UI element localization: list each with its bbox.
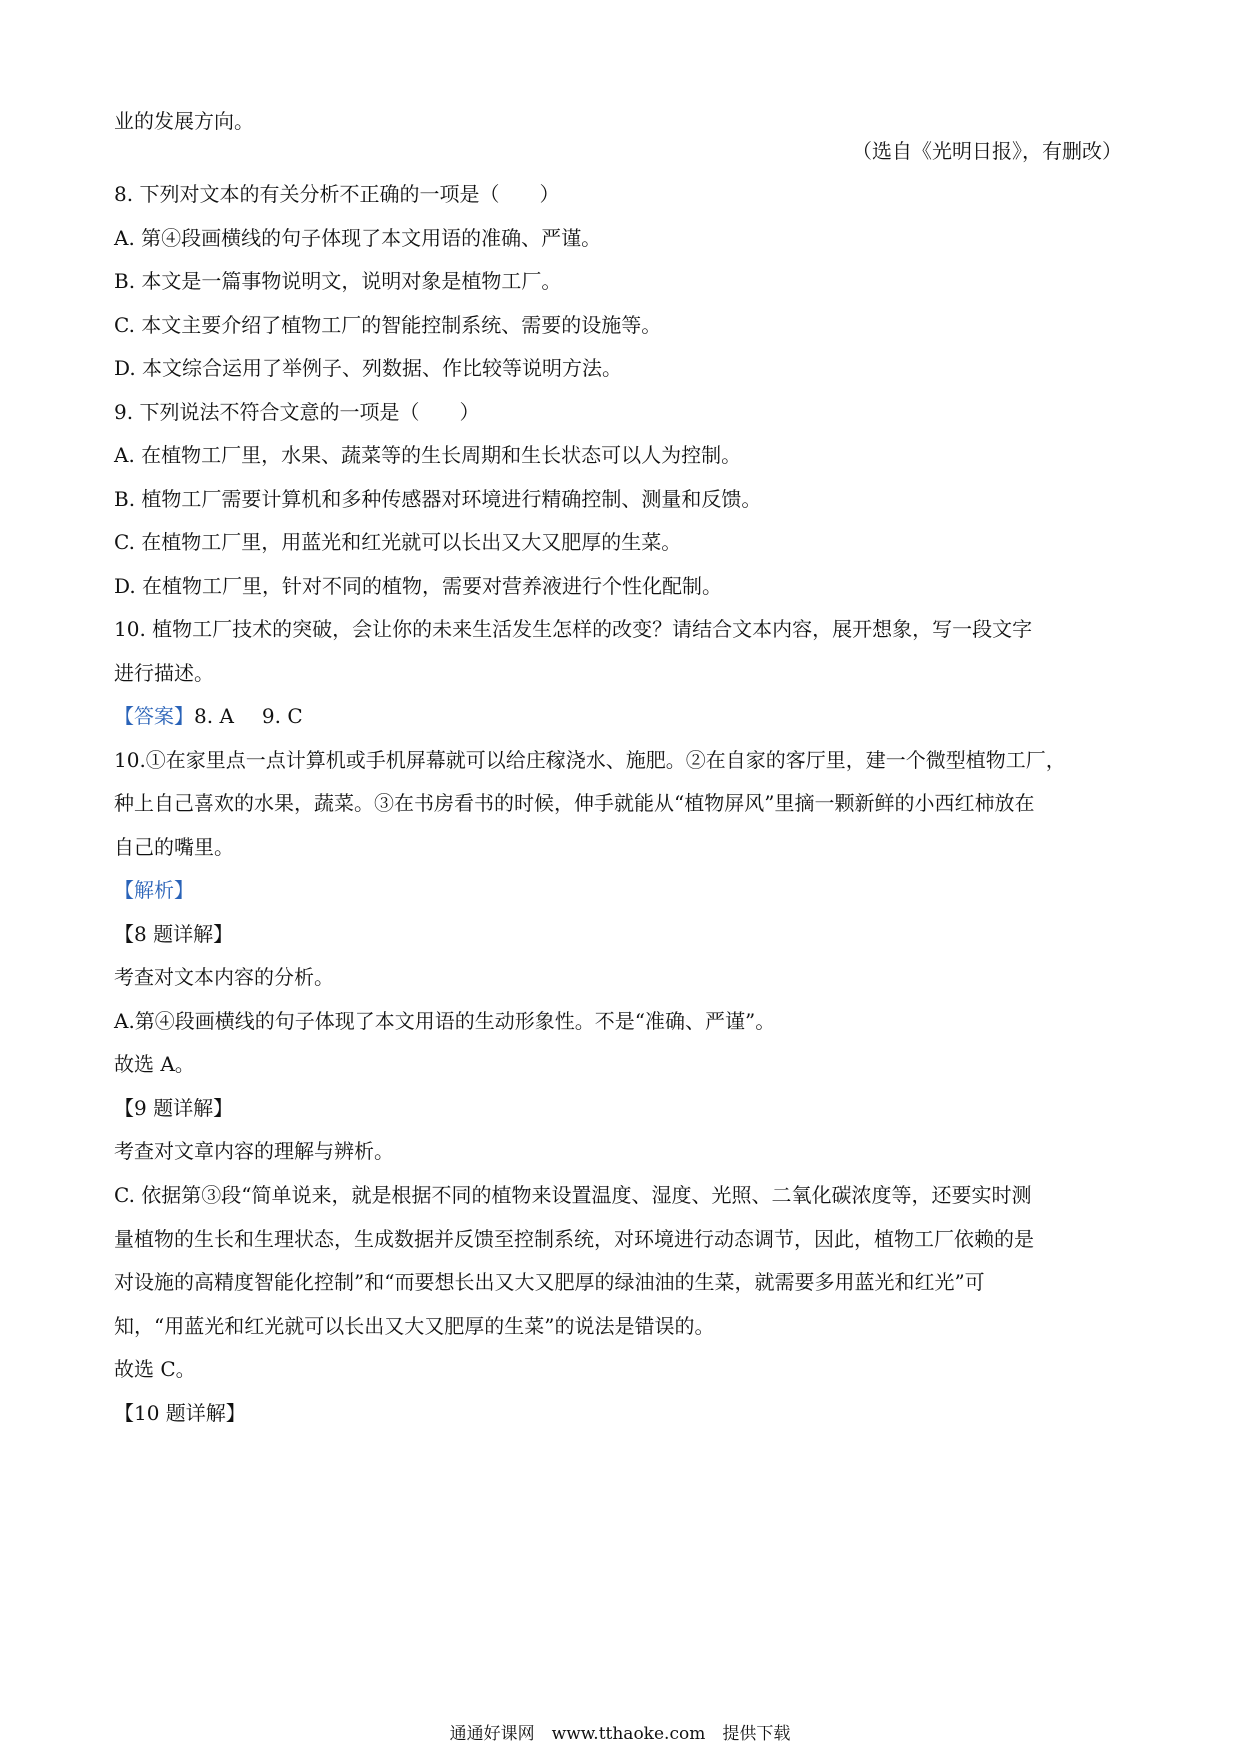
- detail-9-line-1: 考查对文章内容的理解与辨析。: [114, 1139, 394, 1163]
- source-note: （选自《光明日报》，有删改）: [852, 139, 1122, 163]
- passage-ending: 业的发展方向。: [114, 109, 254, 133]
- detail-10-title: 【10 题详解】: [114, 1401, 246, 1425]
- question-10-line-2: 进行描述。: [114, 661, 214, 685]
- analysis-tag: 【解析】: [114, 878, 194, 902]
- detail-9-line-5: 知，“用蓝光和红光就可以长出又大又肥厚的生菜”的说法是错误的。: [114, 1314, 715, 1338]
- detail-8-line-2: A.第④段画横线的句子体现了本文用语的生动形象性。不是“准确、严谨”。: [114, 1009, 776, 1033]
- question-9-option-b: B. 植物工厂需要计算机和多种传感器对环境进行精确控制、测量和反馈。: [114, 487, 762, 511]
- answer-8: 8. A: [194, 704, 234, 728]
- question-9: 9. 下列说法不符合文意的一项是（ ）: [114, 400, 480, 424]
- page-footer: 通通好课网 www.tthaoke.com 提供下载: [449, 1724, 791, 1744]
- question-8: 8. 下列对文本的有关分析不正确的一项是（ ）: [114, 182, 560, 206]
- question-9-option-d: D. 在植物工厂里，针对不同的植物，需要对营养液进行个性化配制。: [114, 574, 723, 598]
- detail-9-title: 【9 题详解】: [114, 1096, 234, 1120]
- question-9-option-c: C. 在植物工厂里，用蓝光和红光就可以长出又大又肥厚的生菜。: [114, 530, 682, 554]
- answer-9: 9. C: [261, 704, 303, 728]
- answer-tag: 【答案】: [114, 704, 194, 728]
- detail-9-line-4: 对设施的高精度智能化控制”和“而要想长出又大又肥厚的绿油油的生菜，就需要多用蓝光和红光”可: [114, 1270, 985, 1294]
- question-9-option-a: A. 在植物工厂里，水果、蔬菜等的生长周期和生长状态可以人为控制。: [114, 443, 742, 467]
- question-8-option-b: B. 本文是一篇事物说明文，说明对象是植物工厂。: [114, 269, 562, 293]
- answer-10-line-3: 自己的嘴里。: [114, 835, 234, 859]
- question-8-option-d: D. 本文综合运用了举例子、列数据、作比较等说明方法。: [114, 356, 623, 380]
- detail-8-title: 【8 题详解】: [114, 922, 234, 946]
- question-8-option-c: C. 本文主要介绍了植物工厂的智能控制系统、需要的设施等。: [114, 313, 662, 337]
- question-8-option-a: A. 第④段画横线的句子体现了本文用语的准确、严谨。: [114, 226, 602, 250]
- answer-row: [114, 702, 1130, 730]
- answer-10-line-2: 种上自己喜欢的水果，蔬菜。③在书房看书的时候，伸手就能从“植物屏风”里摘一颗新鲜的小西红柿放在: [114, 791, 1035, 815]
- detail-9-line-6: 故选 C。: [114, 1357, 196, 1381]
- detail-8-line-1: 考查对文本内容的分析。: [114, 965, 334, 989]
- detail-9-line-2: C. 依据第③段“简单说来，就是根据不同的植物来设置温度、湿度、光照、二氧化碳浓度等，还要实时测: [114, 1183, 1032, 1207]
- question-10-line-1: 10. 植物工厂技术的突破，会让你的未来生活发生怎样的改变？请结合文本内容，展开想象，写一段文字: [114, 617, 1033, 641]
- answer-10-line-1: 10.①在家里点一点计算机或手机屏幕就可以给庄稼浇水、施肥。②在自家的客厅里，建一个微型植物工厂，: [114, 748, 1066, 772]
- detail-9-line-3: 量植物的生长和生理状态，生成数据并反馈至控制系统，对环境进行动态调节，因此，植物工厂依赖的是: [114, 1227, 1034, 1251]
- detail-8-line-3: 故选 A。: [114, 1052, 195, 1076]
